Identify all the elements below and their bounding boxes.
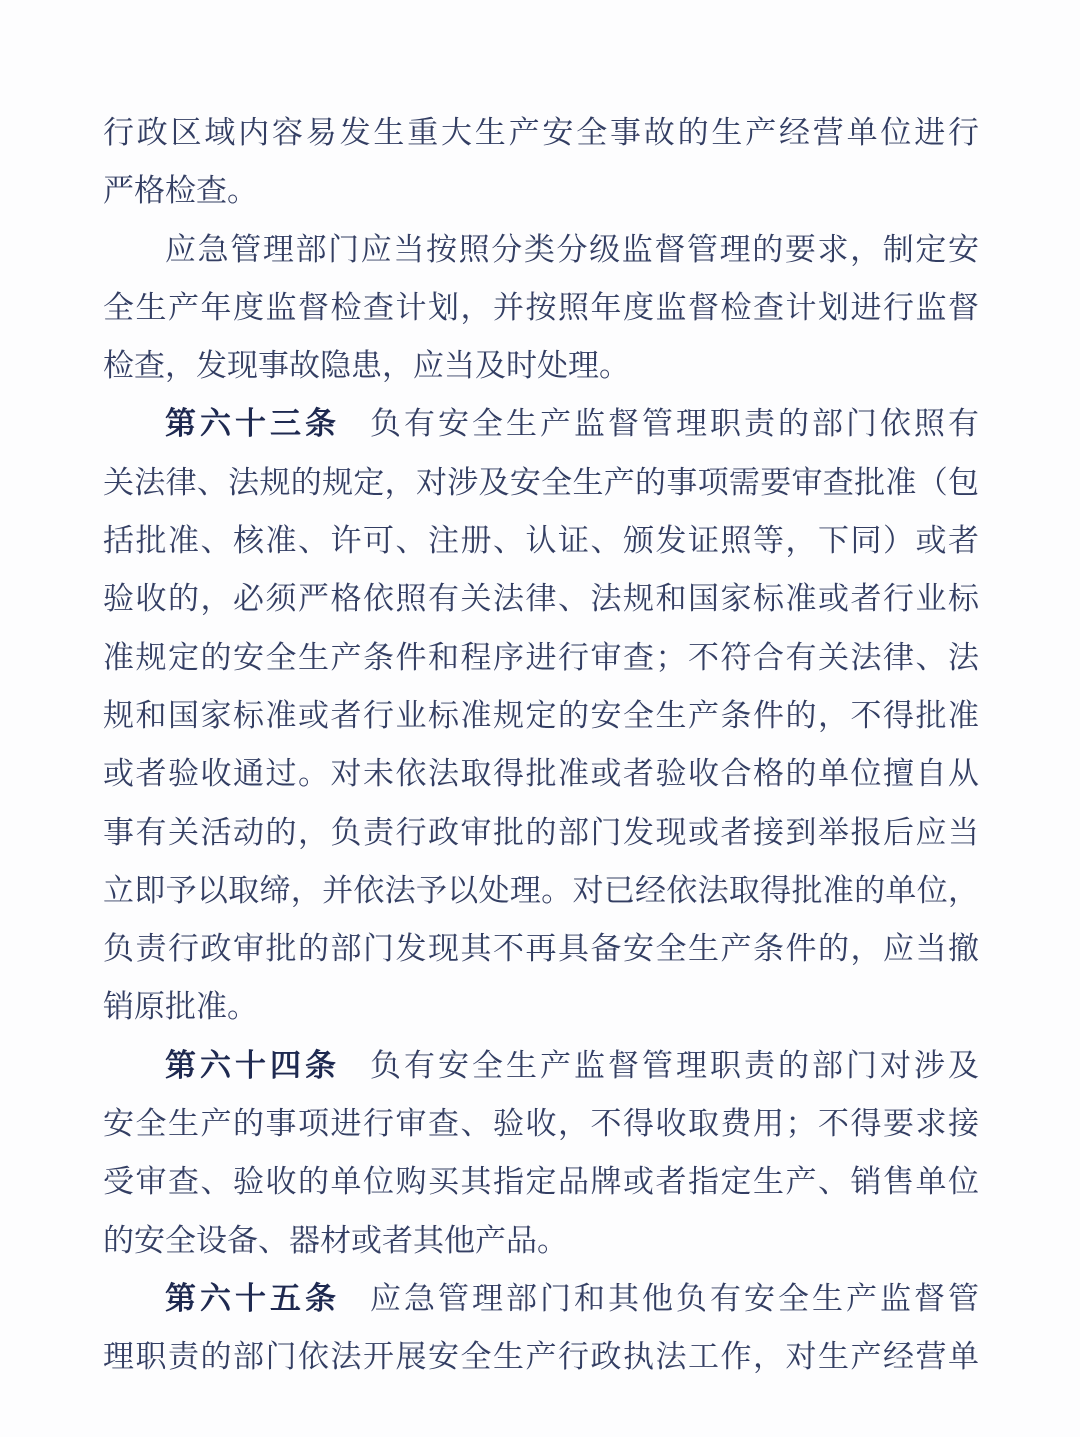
text-line: 的安全设备、器材或者其他产品。 [103, 1222, 568, 1258]
text-line [103, 1037, 979, 1095]
text-line: 准规定的安全生产条件和程序进行审查；不符合有关法律、法 [103, 639, 979, 675]
text-line: 严格检查。 [103, 173, 258, 209]
article-lead-text: 负有安全生产监督管理职责的部门依照有 [370, 406, 979, 442]
text-line [103, 395, 979, 453]
text-line: 或者验收通过。对未依法取得批准或者验收合格的单位擅自从 [103, 756, 979, 792]
text-line: 理职责的部门依法开展安全生产行政执法工作，对生产经营单 [103, 1339, 979, 1375]
text-line: 立即予以取缔，并依法予以处理。对已经依法取得批准的单位， [103, 872, 979, 908]
document-body [103, 104, 979, 1387]
text-line: 验收的，必须严格依照有关法律、法规和国家标准或者行业标 [103, 581, 979, 617]
text-line: 关法律、法规的规定，对涉及安全生产的事项需要审查批准（包 [103, 464, 979, 500]
text-line [103, 1270, 979, 1328]
text-line: 应急管理部门应当按照分类分级监督管理的要求，制定安 [165, 231, 979, 267]
article-number: 第六十五条 [165, 1280, 340, 1316]
article-number: 第六十三条 [165, 406, 340, 442]
text-line: 规和国家标准或者行业标准规定的安全生产条件的，不得批准 [103, 697, 979, 733]
text-line: 全生产年度监督检查计划，并按照年度监督检查计划进行监督 [103, 289, 979, 325]
text-line: 安全生产的事项进行审查、验收，不得收取费用；不得要求接 [103, 1106, 979, 1142]
article-lead-text: 负有安全生产监督管理职责的部门对涉及 [370, 1047, 979, 1083]
text-line: 检查，发现事故隐患，应当及时处理。 [103, 348, 630, 384]
article-number: 第六十四条 [165, 1047, 340, 1083]
article-lead-text: 应急管理部门和其他负有安全生产监督管 [370, 1280, 979, 1316]
text-line: 括批准、核准、许可、注册、认证、颁发证照等，下同）或者 [103, 523, 979, 559]
text-line: 销原批准。 [103, 989, 258, 1025]
text-line: 事有关活动的，负责行政审批的部门发现或者接到举报后应当 [103, 814, 979, 850]
text-line: 行政区域内容易发生重大生产安全事故的生产经营单位进行 [103, 115, 979, 150]
text-line: 受审查、验收的单位购买其指定品牌或者指定生产、销售单位 [103, 1164, 979, 1200]
text-line: 负责行政审批的部门发现其不再具备安全生产条件的，应当撤 [103, 931, 979, 967]
